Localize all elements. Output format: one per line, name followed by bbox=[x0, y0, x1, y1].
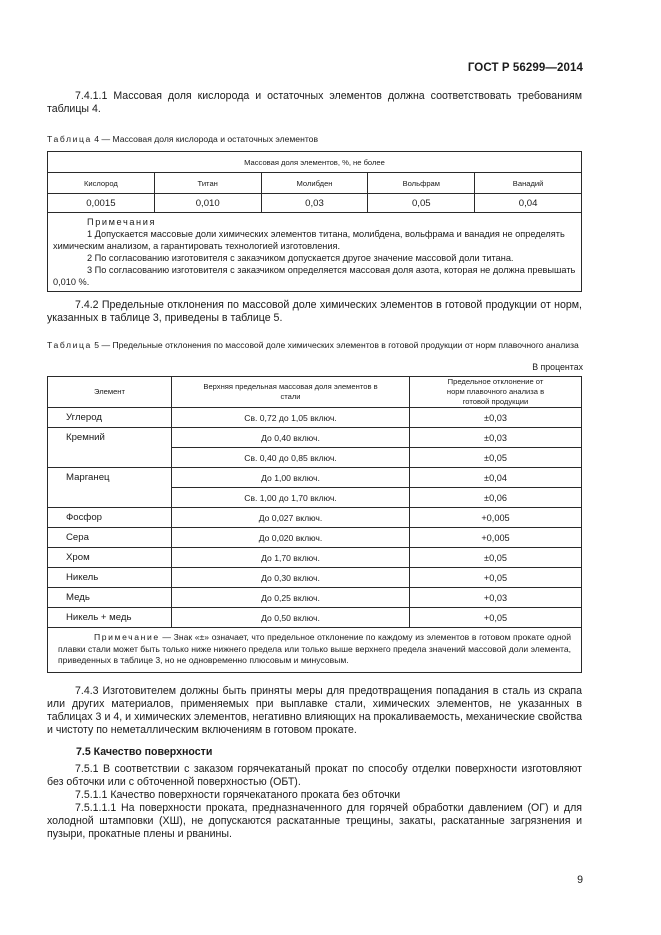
caption-word: Таблица bbox=[47, 134, 92, 144]
document-id-header: ГОСТ Р 56299—2014 bbox=[467, 62, 583, 74]
note-text: — Знак «±» означает, что предельное отклонение по каждому из элементов в готовом прокате одной плавки стали может быть только ниже нижнего предела или только выше верхнего предела значений массовой доли элемента, приведенных в таблице 3, но не одновременно плюсовым и минусовым. bbox=[58, 632, 571, 665]
table-4-cell: 0,03 bbox=[261, 194, 368, 213]
limit-cell: Св. 0,72 до 1,05 включ. bbox=[172, 408, 410, 428]
limit-cell: До 0,020 включ. bbox=[172, 528, 410, 548]
paragraph-text: 7.4.1.1 Массовая доля кислорода и остаточных элементов должна соответствовать требованиям таблицы 4. bbox=[47, 90, 582, 115]
limit-cell: Св. 0,40 до 0,85 включ. bbox=[172, 448, 410, 468]
caption-word: Таблица bbox=[47, 340, 92, 350]
table-4-cell: 0,010 bbox=[154, 194, 261, 213]
limit-cell: До 0,027 включ. bbox=[172, 508, 410, 528]
element-cell: Никель + медь bbox=[48, 608, 172, 628]
element-cell: Медь bbox=[48, 588, 172, 608]
limit-cell: До 1,00 включ. bbox=[172, 468, 410, 488]
table-5-caption bbox=[47, 340, 582, 351]
paragraph-text: 7.5.1.1 Качество поверхности горячекатаного проката без обточки bbox=[75, 789, 401, 801]
paragraph-7-4-2 bbox=[47, 299, 582, 325]
deviation-cell: ±0,05 bbox=[410, 548, 582, 568]
note-item: 1 Допускается массовые доли химических элементов титана, молибдена, вольфрама и ванадия не определять химическим анализом, а гарантировать технологией изготовления. bbox=[53, 229, 565, 251]
table-4-col-header: Кислород bbox=[48, 173, 155, 194]
limit-cell: До 1,70 включ. bbox=[172, 548, 410, 568]
deviation-cell: +0,05 bbox=[410, 568, 582, 588]
table-4-notes bbox=[48, 213, 582, 292]
note-title: Примечание bbox=[94, 632, 160, 642]
table-5 bbox=[47, 376, 582, 673]
table-row bbox=[48, 588, 582, 608]
note-item: 3 По согласованию изготовителя с заказчиком определяется массовая доля азота, которая не должна превышать 0,010 %. bbox=[53, 265, 576, 287]
table-4-top-header: Массовая доля элементов, %, не более bbox=[48, 152, 582, 173]
table-row bbox=[48, 508, 582, 528]
deviation-cell: ±0,06 bbox=[410, 488, 582, 508]
deviation-cell: +0,005 bbox=[410, 508, 582, 528]
table-row bbox=[48, 608, 582, 628]
caption-text: 4 — Массовая доля кислорода и остаточных элементов bbox=[94, 134, 319, 144]
table-5-note bbox=[48, 628, 582, 673]
paragraph-text: 7.4.3 Изготовителем должны быть приняты меры для предотвращения попадания в сталь из скрапа или других материалов, применяемых при выплавке стали, химических элементов, не указанных в таблицах 3 и 4, и химических элементов, негативно влияющих на прокаливаемость, механические свойства и чистоту по неметаллическим включениям в готовом прокате. bbox=[47, 685, 582, 736]
deviation-cell: +0,03 bbox=[410, 588, 582, 608]
element-cell: Углерод bbox=[48, 408, 172, 428]
table-row bbox=[48, 528, 582, 548]
table-4-col-header: Ванадий bbox=[475, 173, 582, 194]
deviation-cell: ±0,03 bbox=[410, 428, 582, 448]
table-row bbox=[48, 548, 582, 568]
table-4-cell: 0,05 bbox=[368, 194, 475, 213]
table-row bbox=[48, 428, 582, 448]
table-5-col-header: Элемент bbox=[48, 377, 172, 408]
limit-cell: До 0,40 включ. bbox=[172, 428, 410, 448]
table-4-cell: 0,04 bbox=[475, 194, 582, 213]
caption-text: 5 — Предельные отклонения по массовой доле химических элементов в готовой продукции от норм плавочного анализа bbox=[94, 340, 579, 350]
table-4-col-header: Титан bbox=[154, 173, 261, 194]
table-row bbox=[48, 408, 582, 428]
paragraph-7-5-1 bbox=[47, 763, 582, 789]
table-5-unit: В процентах bbox=[532, 362, 583, 372]
paragraph-7-5-1-1 bbox=[47, 789, 582, 802]
table-5-col-header: Предельное отклонение от норм плавочного анализа в готовой продукции bbox=[410, 377, 582, 408]
table-4-cell: 0,0015 bbox=[48, 194, 155, 213]
table-row bbox=[48, 468, 582, 488]
deviation-cell: +0,05 bbox=[410, 608, 582, 628]
limit-cell: До 0,25 включ. bbox=[172, 588, 410, 608]
table-4 bbox=[47, 151, 582, 292]
paragraph-text: 7.5.1 В соответствии с заказом горячекатаный прокат по способу отделки поверхности изготовляют без обточки или с обточенной поверхностью (ОБТ). bbox=[47, 763, 582, 788]
table-4-col-header: Вольфрам bbox=[368, 173, 475, 194]
element-cell: Никель bbox=[48, 568, 172, 588]
element-cell: Кремний bbox=[48, 428, 172, 468]
deviation-cell: +0,005 bbox=[410, 528, 582, 548]
table-4-col-header: Молибден bbox=[261, 173, 368, 194]
paragraph-7-4-1-1 bbox=[47, 90, 582, 116]
page-number: 9 bbox=[577, 874, 583, 886]
deviation-cell: ±0,04 bbox=[410, 468, 582, 488]
section-heading-7-5: 7.5 Качество поверхности bbox=[76, 746, 213, 758]
notes-title: Примечания bbox=[87, 217, 157, 227]
limit-cell: До 0,50 включ. bbox=[172, 608, 410, 628]
table-4-caption bbox=[47, 134, 582, 145]
deviation-cell: ±0,03 bbox=[410, 408, 582, 428]
limit-cell: До 0,30 включ. bbox=[172, 568, 410, 588]
table-5-col-header: Верхняя предельная массовая доля элементов в стали bbox=[172, 377, 410, 408]
paragraph-7-4-3 bbox=[47, 685, 582, 737]
paragraph-text: 7.5.1.1.1 На поверхности проката, предназначенного для горячей обработки давлением (ОГ) и для холодной штамповки (ХШ), не допускаются раскатанные трещины, закаты, раскатанные загрязнения и пузыри, прокатные плены и рванины. bbox=[47, 802, 582, 840]
element-cell: Хром bbox=[48, 548, 172, 568]
deviation-cell: ±0,05 bbox=[410, 448, 582, 468]
limit-cell: Св. 1,00 до 1,70 включ. bbox=[172, 488, 410, 508]
table-row bbox=[48, 568, 582, 588]
element-cell: Фосфор bbox=[48, 508, 172, 528]
element-cell: Марганец bbox=[48, 468, 172, 508]
paragraph-7-5-1-1-1 bbox=[47, 802, 582, 841]
element-cell: Сера bbox=[48, 528, 172, 548]
paragraph-text: 7.4.2 Предельные отклонения по массовой доле химических элементов в готовой продукции от норм, указанных в таблице 3, приведены в таблице 5. bbox=[47, 299, 582, 324]
note-item: 2 По согласованию изготовителя с заказчиком допускается другое значение массовой доли титана. bbox=[87, 253, 514, 263]
